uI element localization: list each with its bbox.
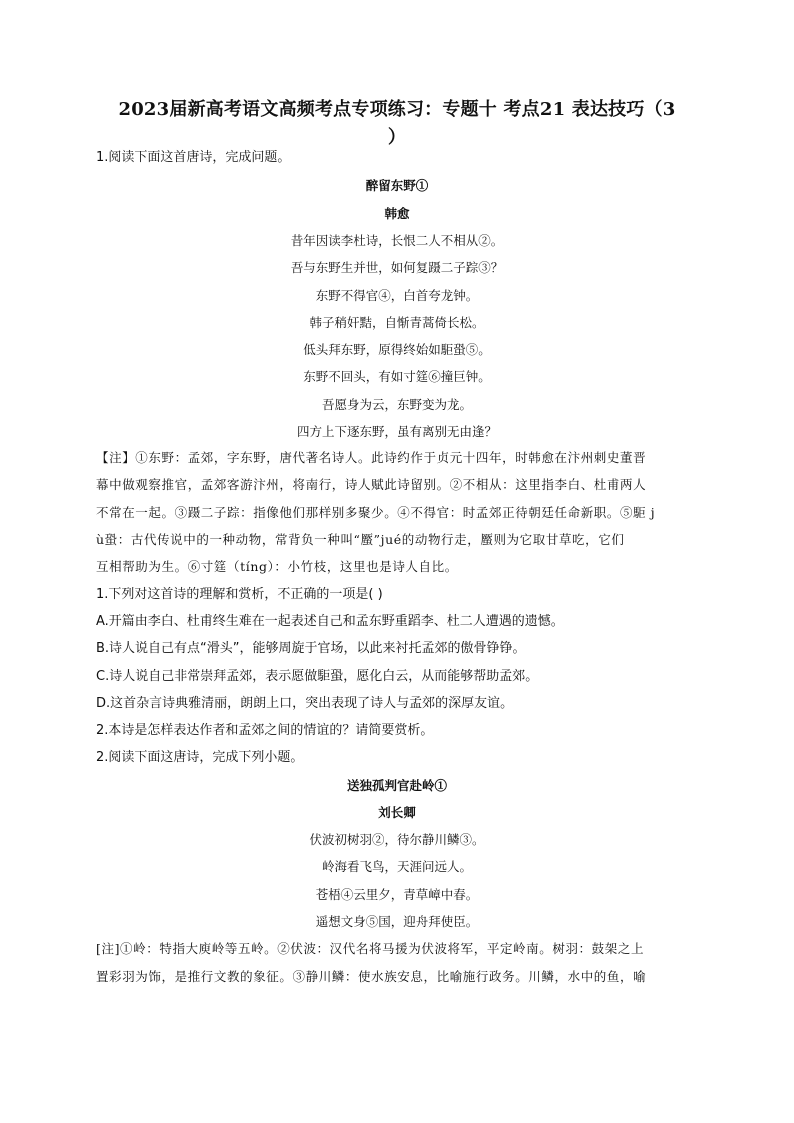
option-b: B.诗人说自己有点“滑头”，能够周旋于官场，以此来衬托孟郊的傲骨铮铮。 bbox=[96, 641, 526, 656]
poem2-author: 刘长卿 bbox=[378, 805, 416, 820]
option-d: D.这首杂言诗典雅清丽，朗朗上口，突出表现了诗人与孟郊的深厚友谊。 bbox=[96, 696, 514, 711]
question2-intro: 2.阅读下面这唐诗，完成下列小题。 bbox=[96, 750, 304, 765]
question-item: 2.本诗是怎样表达作者和孟郊之间的情谊的？请简要赏析。 bbox=[96, 723, 434, 738]
poem2-line: 岭海看飞鸟，天涯问远人。 bbox=[321, 859, 472, 874]
document-title bbox=[96, 96, 698, 152]
question-item: 1.下列对这首诗的理解和赏析，不正确的一项是( ) bbox=[96, 587, 383, 602]
poem1-note-line: 幕中做观察推官，孟郊客游汴州，将南行，诗人赋此诗留别。②不相从：这里指李白、杜甫两人 bbox=[96, 477, 647, 492]
poem1-line: 东野不回头，有如寸筳⑥撞巨钟。 bbox=[303, 369, 491, 384]
poem2-line: 伏波初树羽②，待尔静川鳞③。 bbox=[309, 832, 485, 847]
poem2-note-line: [注]①岭：特指大庾岭等五岭。②伏波：汉代名将马援为伏波将军，平定岭南。树羽：鼓架之上 bbox=[96, 941, 645, 956]
option-a: A.开篇由李白、杜甫终生难在一起表述自己和孟东野重蹈李、杜二人遭遇的遗憾。 bbox=[96, 614, 564, 629]
question1-intro: 1.阅读下面这首唐诗，完成问题。 bbox=[96, 150, 291, 165]
poem1-line: 韩子稍奸黠，自惭青蒿倚长松。 bbox=[309, 315, 485, 330]
poem2-note-line: 置彩羽为饰，是推行文教的象征。③静川鳞：使水族安息，比喻施行政务。川鳞，水中的鱼，喻 bbox=[96, 969, 647, 984]
poem1-line: 昔年因读李杜诗，长恨二人不相从②。 bbox=[290, 233, 504, 248]
poem1-note-line: 【注】①东野：孟郊，字东野，唐代著名诗人。此诗约作于贞元十四年，时韩愈在汴州刺史董晋 bbox=[96, 450, 647, 465]
poem1-line: 四方上下逐东野，虽有离别无由逢？ bbox=[296, 424, 497, 439]
poem1-line: 吾与东野生并世，如何复蹑二子踪③？ bbox=[290, 260, 504, 275]
poem1-line: 吾愿身为云，东野变为龙。 bbox=[321, 397, 472, 412]
poem1-note-line: 互相帮助为生。⑥寸筳（tíng）：小竹枝，这里也是诗人自比。 bbox=[96, 559, 458, 574]
document-title-line2: ） bbox=[387, 127, 407, 148]
poem2-line: 苍梧④云里夕，青草嶂中春。 bbox=[315, 887, 479, 902]
poem1-line: 低头拜东野，原得终始如駏蛩⑤。 bbox=[303, 342, 491, 357]
poem1-note-line: 不常在一起。③蹑二子踪：指像他们那样别多聚少。④不得官：时孟郊正待朝廷任命新职。⑤駏 j bbox=[96, 505, 656, 520]
poem2-title: 送独孤判官赴岭① bbox=[346, 778, 447, 793]
option-c: C.诗人说自己非常崇拜孟郊，表示愿做駏蛩，愿化白云，从而能够帮助孟郊。 bbox=[96, 669, 539, 684]
document-title-line1: 2023届新高考语文高频考点专项练习：专题十 考点21 表达技巧（3 bbox=[118, 99, 676, 120]
poem2-line: 遥想文身⑤国，迎舟拜使臣。 bbox=[315, 914, 479, 929]
poem1-author: 韩愈 bbox=[384, 206, 410, 221]
poem1-line: 东野不得官④，白首夸龙钟。 bbox=[315, 288, 479, 303]
poem1-title: 醉留东野① bbox=[365, 178, 429, 193]
poem1-note-line: ù蛩：古代传说中的一种动物，常背负一种叫“蟨”jué的动物行走，蟨则为它取甘草吃，它们 bbox=[96, 532, 625, 547]
